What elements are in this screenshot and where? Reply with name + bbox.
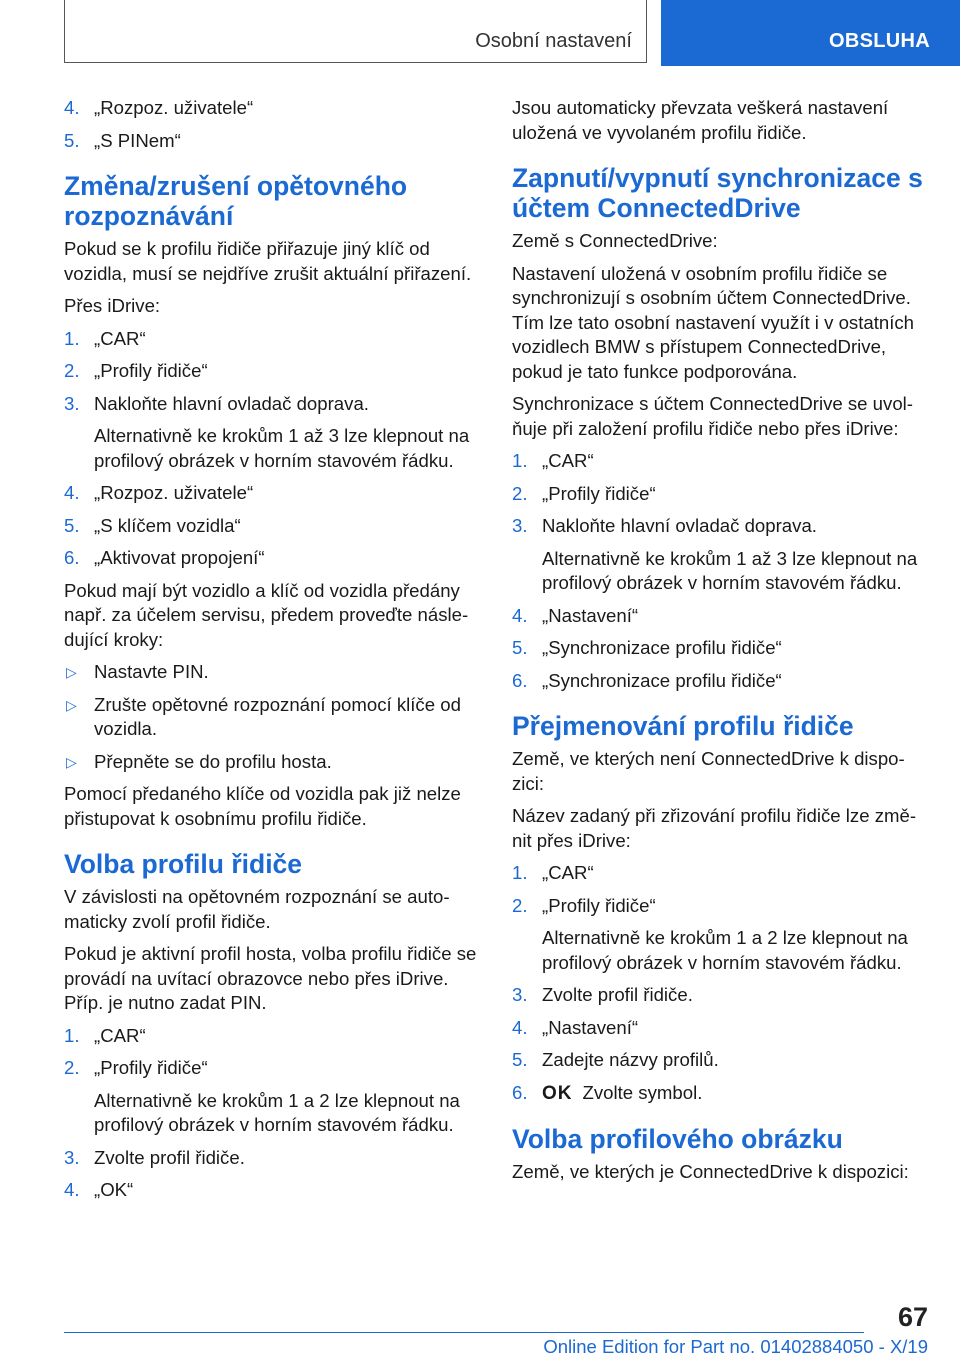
triangle-bullet-icon: ▷ xyxy=(66,696,77,713)
item-number: 4. xyxy=(64,97,80,118)
list-item xyxy=(64,392,482,474)
item-text: „Profily řidiče“ xyxy=(94,1057,208,1078)
item-number: 1. xyxy=(64,1024,80,1046)
paragraph: Nastavení uložená v osobním profilu řidiče se synchronizují s osobním účtem ConnectedDrive. Tím lze tato osobní nastavení využít i v ostatních vozidlech BMW s přístupem ConnectedDrive, pokud je tato funkce podporována. xyxy=(512,262,915,382)
list-item xyxy=(64,750,482,775)
paragraph: Jsou automaticky převzata veškerá nastavení uložená ve vyvolaném profilu řidiče. xyxy=(512,97,889,143)
list-item xyxy=(512,636,928,661)
header-section-title: Osobní nastavení xyxy=(475,30,632,52)
ok-icon: OK xyxy=(542,1082,573,1104)
bullet-list xyxy=(64,660,482,774)
footer-divider xyxy=(64,1332,864,1333)
list-item xyxy=(512,1081,928,1107)
item-number: 5. xyxy=(64,514,80,536)
list-item xyxy=(64,359,482,384)
paragraph: V závislosti na opětovném rozpoznání se automaticky zvolí profil řidiče. xyxy=(64,886,450,932)
item-number: 6. xyxy=(64,547,80,568)
page-number: 67 xyxy=(897,1302,928,1332)
page-header xyxy=(0,0,960,66)
item-text: „Profily řidiče“ xyxy=(542,894,656,916)
section-heading: Volba profilu řidiče xyxy=(64,849,303,879)
section-heading: Volba profilového obrázku xyxy=(512,1124,843,1154)
item-number: 3. xyxy=(64,392,80,414)
item-text: Zadejte názvy profilů. xyxy=(542,1049,719,1070)
item-text: „CAR“ xyxy=(94,327,146,349)
list-item xyxy=(512,983,928,1008)
item-text: Zvolte profil řidiče. xyxy=(542,984,693,1005)
item-text: „CAR“ xyxy=(94,1024,146,1046)
item-number: 1. xyxy=(64,327,80,349)
top-list xyxy=(64,96,482,153)
footer-edition: Online Edition for Part no. 01402884050 - X/19 xyxy=(543,1336,928,1357)
item-text: Nastavte PIN. xyxy=(94,661,209,682)
list-item xyxy=(64,129,482,154)
item-number: 4. xyxy=(512,1016,528,1038)
item-text: Zvolte profil řidiče. xyxy=(94,1146,245,1168)
item-number: 1. xyxy=(512,862,528,883)
list-item xyxy=(64,96,482,121)
item-text: Zrušte opětovné rozpoznání pomocí klíče od vozidla. xyxy=(94,693,461,739)
item-text: „S PINem“ xyxy=(94,129,181,151)
item-number: 1. xyxy=(512,450,528,471)
list-item xyxy=(512,449,928,474)
item-number: 5. xyxy=(512,1049,528,1070)
item-text: „Nastavení“ xyxy=(542,1016,639,1038)
item-text: Nakloňte hlavní ovladač doprava. xyxy=(542,515,817,536)
item-number: 6. xyxy=(512,1081,528,1103)
paragraph: Pokud je aktivní profil hosta, volba profilu řidiče se provádí na uvítací obrazovce nebo přes iDrive. Příp. je nutno zadat PIN. xyxy=(64,943,477,1013)
item-number: 4. xyxy=(64,482,80,503)
item-text: Přepněte se do profilu hosta. xyxy=(94,750,332,772)
list-item xyxy=(64,514,482,539)
item-number: 4. xyxy=(64,1179,80,1200)
item-text: „Synchronizace profilu řidiče“ xyxy=(542,637,782,658)
list-item xyxy=(64,1056,482,1138)
list-item xyxy=(512,1016,928,1041)
item-text: „CAR“ xyxy=(542,862,594,883)
section-heading: Zapnutí/vypnutí synchronizace s účtem ConnectedDrive xyxy=(512,163,923,223)
list-item xyxy=(512,482,928,507)
item-number: 2. xyxy=(512,482,528,504)
header-chapter-tab: OBSLUHA xyxy=(661,0,960,66)
section-heading: Přejmenování profilu řidiče xyxy=(512,711,854,741)
item-text: „Rozpoz. uživatele“ xyxy=(94,482,254,503)
item-text: „Nastavení“ xyxy=(542,604,639,626)
paragraph: Země, ve kterých není ConnectedDrive k dispozici: xyxy=(512,748,905,794)
item-text: Zvolte symbol. xyxy=(582,1081,703,1103)
item-text: „Synchronizace profilu řidiče“ xyxy=(542,669,782,691)
paragraph: Země, ve kterých je ConnectedDrive k dispozici: xyxy=(512,1161,909,1182)
item-number: 2. xyxy=(64,1057,80,1078)
steps-list xyxy=(512,861,928,1106)
triangle-bullet-icon: ▷ xyxy=(66,753,77,770)
item-number: 6. xyxy=(512,669,528,691)
list-item xyxy=(512,1048,928,1073)
item-subtext: Alternativně ke krokům 1 až 3 lze klepnout na profilový obrázek v horním stavovém řádku. xyxy=(542,547,918,593)
item-number: 3. xyxy=(512,984,528,1005)
item-number: 2. xyxy=(512,894,528,916)
list-item xyxy=(64,693,482,742)
list-item xyxy=(512,894,928,976)
list-item xyxy=(64,1178,482,1203)
item-subtext: Alternativně ke krokům 1 a 2 lze klepnout na profilový obrázek v horním stavovém řádku. xyxy=(94,1089,460,1135)
item-number: 5. xyxy=(512,637,528,658)
list-item xyxy=(512,604,928,629)
item-text: „Profily řidiče“ xyxy=(542,482,656,504)
steps-list xyxy=(64,1024,482,1203)
list-item xyxy=(512,669,928,694)
item-text: „Aktivovat propojení“ xyxy=(94,547,265,568)
list-item xyxy=(512,514,928,596)
triangle-bullet-icon: ▷ xyxy=(66,664,77,680)
paragraph: Země s ConnectedDrive: xyxy=(512,230,718,251)
left-column xyxy=(64,96,482,1211)
item-text: „Profily řidiče“ xyxy=(94,360,208,381)
item-number: 5. xyxy=(64,129,80,151)
list-item xyxy=(64,481,482,506)
header-box xyxy=(64,0,647,63)
item-number: 4. xyxy=(512,604,528,626)
paragraph: Přes iDrive: xyxy=(64,295,161,316)
list-item xyxy=(64,1024,482,1049)
steps-list xyxy=(512,449,928,693)
list-item xyxy=(512,861,928,886)
item-subtext: Alternativně ke krokům 1 až 3 lze klepnout na profilový obrázek v horním stavovém řádku. xyxy=(94,425,470,471)
section-heading: Změna/zrušení opětovného rozpoznávání xyxy=(64,171,408,231)
item-subtext: Alternativně ke krokům 1 a 2 lze klepnout na profilový obrázek v horním stavovém řádku. xyxy=(542,927,908,973)
paragraph: Pokud mají být vozidlo a klíč od vozidla předány např. za účelem servisu, předem proveďte následující kroky: xyxy=(64,579,469,650)
paragraph: Synchronizace s účtem ConnectedDrive se uvolňuje při založení profilu řidiče nebo přes iDrive: xyxy=(512,393,913,439)
list-item xyxy=(64,1146,482,1171)
steps-list xyxy=(64,327,482,571)
right-column xyxy=(512,96,928,1193)
paragraph: Název zadaný při zřizování profilu řidiče lze změnit přes iDrive: xyxy=(512,805,917,851)
paragraph: Pomocí předaného klíče od vozidla pak již nelze přistupovat k osobnímu profilu řidiče. xyxy=(64,783,461,829)
item-text: „OK“ xyxy=(94,1179,134,1200)
list-item xyxy=(64,327,482,352)
item-text: Nakloňte hlavní ovladač doprava. xyxy=(94,392,369,414)
list-item xyxy=(64,660,482,685)
list-item xyxy=(64,546,482,571)
item-number: 3. xyxy=(64,1146,80,1168)
item-number: 3. xyxy=(512,515,528,536)
item-text: „Rozpoz. uživatele“ xyxy=(94,97,254,118)
item-text: „CAR“ xyxy=(542,450,594,471)
paragraph: Pokud se k profilu řidiče přiřazuje jiný klíč od vozidla, musí se nejdříve zrušit aktuální přiřazení. xyxy=(64,238,472,284)
item-number: 2. xyxy=(64,360,80,381)
item-text: „S klíčem vozidla“ xyxy=(94,514,241,536)
